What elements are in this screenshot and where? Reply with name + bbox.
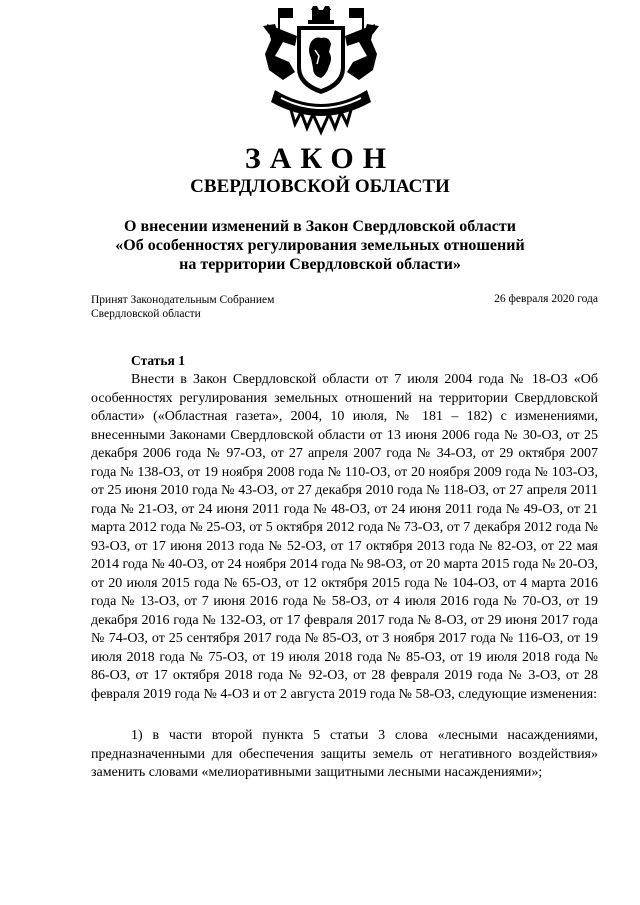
document-title: ЗАКОН: [244, 142, 396, 175]
article-item-1: 1) в части второй пункта 5 статьи 3 слова «лесными насаждениями, предназначенными для обеспечения защиты земель от негативного воздействия» заменить словами «мелиоративными защитными лесными насаждениями»;: [91, 728, 598, 780]
subtitle-line-2: «Об особенностях регулирования земельных отношений: [115, 237, 525, 254]
law-subtitle: [0, 217, 640, 274]
adoption-date: 26 февраля 2020 года: [494, 293, 598, 305]
adoption-info: [91, 293, 274, 321]
adoption-line-2: Свердловской области: [91, 308, 201, 320]
subtitle-line-1: О внесении изменений в Закон Свердловской области: [124, 218, 516, 235]
subtitle-line-3: на территории Свердловской области»: [179, 256, 461, 273]
document-region: СВЕРДЛОВСКОЙ ОБЛАСТИ: [190, 176, 450, 197]
sverdlovsk-coat-of-arms-icon: [255, 6, 387, 136]
article-intro-paragraph: Внести в Закон Свердловской области от 7 июля 2004 года № 18-ОЗ «Об особенностях регулирования земельных отношений на территории Свердловской области» («Областная газета», 2004, 10 июля, № 181 – 182) с изменениями, внесенными Законами Свердловской области от 13 июня 2006 года № 30-ОЗ, от 25 декабря 2006 года № 97-ОЗ, от 27 апреля 2007 года № 34-ОЗ, от 29 октября 2007 года № 138-ОЗ, от 19 ноября 2008 года № 110-ОЗ, от 20 ноября 2009 года № 103-ОЗ, от 25 июня 2010 года № 43-ОЗ, от 27 декабря 2010 года № 118-ОЗ, от 27 апреля 2011 года № 21-ОЗ, от 24 июня 2011 года № 48-ОЗ, от 24 июня 2011 года № 49-ОЗ, от 21 марта 2012 года № 25-ОЗ, от 5 октября 2012 года № 73-ОЗ, от 7 декабря 2012 года № 93-ОЗ, от 17 июня 2013 года № 52-ОЗ, от 17 октября 2013 года № 82-ОЗ, от 22 мая 2014 года № 40-ОЗ, от 24 ноября 2014 года № 98-ОЗ, от 20 марта 2015 года № 20-ОЗ, от 20 июля 2015 года № 65-ОЗ, от 12 октября 2015 года № 104-ОЗ, от 4 марта 2016 года № 13-ОЗ, от 7 июня 2016 года № 58-ОЗ, от 4 июля 2016 года № 70-ОЗ, от 19 декабря 2016 года № 132-ОЗ, от 17 февраля 2017 года № 8-ОЗ, от 29 июня 2017 года № 74-ОЗ, от 25 сентября 2017 года № 85-ОЗ, от 3 ноября 2017 года № 116-ОЗ, от 19 июля 2018 года № 75-ОЗ, от 19 июля 2018 года № 85-ОЗ, от 19 июля 2018 года № 86-ОЗ, от 17 октября 2018 года № 92-ОЗ, от 28 февраля 2019 года № 3-ОЗ, от 28 февраля 2019 года № 4-ОЗ и от 2 августа 2019 года № 58-ОЗ, следующие изменения:: [91, 372, 598, 702]
article-heading: Статья 1: [131, 353, 185, 368]
adoption-line-1: Принят Законодательным Собранием: [91, 294, 275, 306]
